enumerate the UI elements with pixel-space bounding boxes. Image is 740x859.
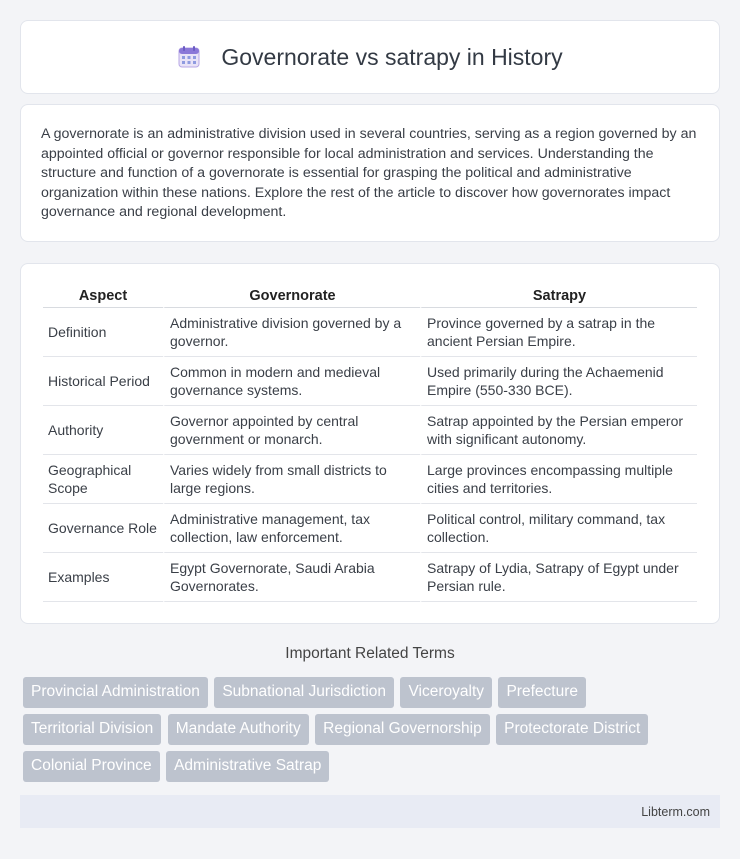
table-row <box>43 455 697 504</box>
related-term-tag[interactable]: Administrative Satrap <box>166 751 329 782</box>
cell-governorate: Common in modern and medieval governance systems. <box>163 357 420 406</box>
table-row <box>43 406 697 455</box>
cell-satrapy: Large provinces encompassing multiple cities and territories. <box>420 455 697 504</box>
calendar-icon <box>177 45 201 69</box>
table-header-row <box>43 286 697 308</box>
comparison-table <box>43 286 697 602</box>
header-card <box>20 20 720 94</box>
table-row <box>43 553 697 602</box>
related-term-tag[interactable]: Provincial Administration <box>23 677 208 708</box>
related-term-tag[interactable]: Regional Governorship <box>315 714 490 745</box>
cell-governorate: Administrative division governed by a governor. <box>163 308 420 357</box>
related-term-tag[interactable]: Mandate Authority <box>168 714 309 745</box>
intro-card <box>20 104 720 242</box>
related-term-tag[interactable]: Viceroyalty <box>400 677 492 708</box>
page-title: Governorate vs satrapy in History <box>221 43 563 70</box>
cell-aspect: Definition <box>43 308 163 357</box>
cell-aspect: Geographical Scope <box>43 455 163 504</box>
table-row <box>43 357 697 406</box>
cell-satrapy: Used primarily during the Achaemenid Empire (550-330 BCE). <box>420 357 697 406</box>
comparison-table-card <box>20 263 720 624</box>
intro-paragraph: A governorate is an administrative division used in several countries, serving as a region governed by an appointed official or governor responsible for local administration and services. Understanding the structure and function of a governorate is essential for grasping the political and administrative organization within these nations. Explore the rest of the article to discover how governorates impact governance and regional development. <box>41 126 697 221</box>
related-term-tag[interactable]: Protectorate District <box>496 714 648 745</box>
related-term-tag[interactable]: Colonial Province <box>23 751 160 782</box>
cell-satrapy: Province governed by a satrap in the ancient Persian Empire. <box>420 308 697 357</box>
header-satrapy: Satrapy <box>420 286 697 308</box>
related-term-tag[interactable]: Subnational Jurisdiction <box>214 677 394 708</box>
cell-satrapy: Satrapy of Lydia, Satrapy of Egypt under Persian rule. <box>420 553 697 602</box>
cell-governorate: Varies widely from small districts to large regions. <box>163 455 420 504</box>
table-row <box>43 308 697 357</box>
cell-satrapy: Satrap appointed by the Persian emperor with significant autonomy. <box>420 406 697 455</box>
cell-governorate: Administrative management, tax collection, law enforcement. <box>163 504 420 553</box>
footer <box>20 795 720 828</box>
header-governorate: Governorate <box>163 286 420 308</box>
cell-aspect: Governance Role <box>43 504 163 553</box>
cell-aspect: Authority <box>43 406 163 455</box>
cell-governorate: Governor appointed by central government or monarch. <box>163 406 420 455</box>
table-row <box>43 504 697 553</box>
cell-governorate: Egypt Governorate, Saudi Arabia Governorates. <box>163 553 420 602</box>
footer-site-link[interactable]: Libterm.com <box>641 804 710 819</box>
header-aspect: Aspect <box>43 286 163 308</box>
cell-aspect: Examples <box>43 553 163 602</box>
related-terms-title: Important Related Terms <box>285 645 455 662</box>
cell-satrapy: Political control, military command, tax collection. <box>420 504 697 553</box>
cell-aspect: Historical Period <box>43 357 163 406</box>
related-term-tag[interactable]: Prefecture <box>498 677 586 708</box>
related-term-tag[interactable]: Territorial Division <box>23 714 161 745</box>
related-terms-list <box>23 677 723 788</box>
